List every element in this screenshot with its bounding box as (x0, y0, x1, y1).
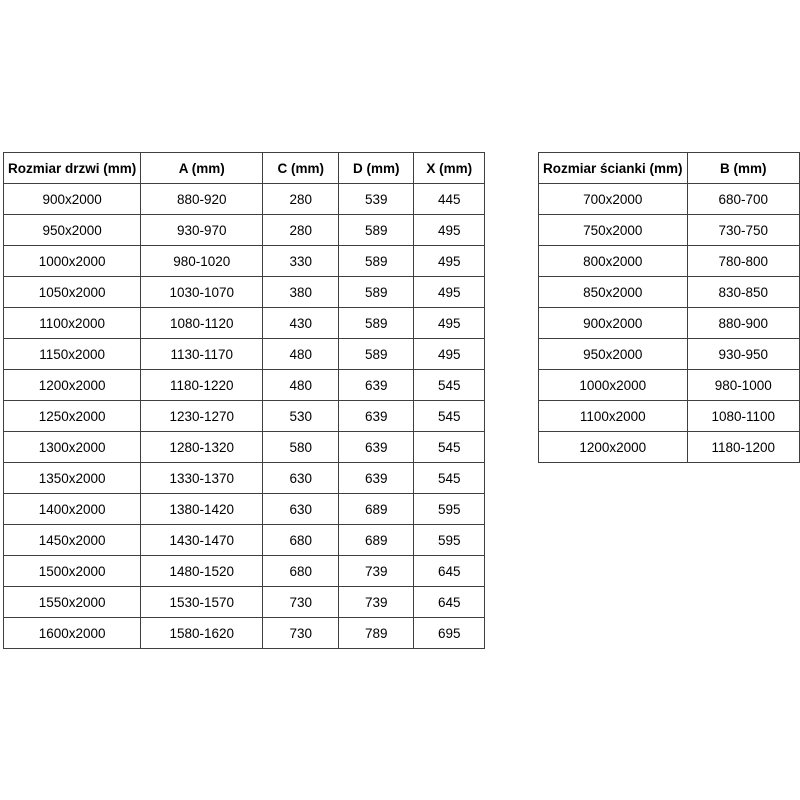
table-row (4, 184, 485, 215)
table-cell: 639 (339, 432, 414, 463)
table-row (4, 308, 485, 339)
table-row (539, 401, 800, 432)
table-cell: 980-1000 (687, 370, 799, 401)
table-cell: 780-800 (687, 246, 799, 277)
table-cell: 900x2000 (4, 184, 141, 215)
header-cell: X (mm) (414, 153, 485, 184)
table-row (539, 277, 800, 308)
table-cell: 1500x2000 (4, 556, 141, 587)
table-cell: 739 (339, 587, 414, 618)
table-row (4, 494, 485, 525)
table-cell: 545 (414, 463, 485, 494)
table-cell: 495 (414, 246, 485, 277)
table-cell: 980-1020 (141, 246, 263, 277)
table-cell: 695 (414, 618, 485, 649)
table-row (539, 432, 800, 463)
table-cell: 1100x2000 (539, 401, 688, 432)
table-row (539, 184, 800, 215)
table-row (4, 370, 485, 401)
table-cell: 1150x2000 (4, 339, 141, 370)
table-cell: 1480-1520 (141, 556, 263, 587)
table-cell: 595 (414, 525, 485, 556)
table-row (4, 463, 485, 494)
table-row (4, 401, 485, 432)
table-cell: 880-900 (687, 308, 799, 339)
table-cell: 800x2000 (539, 246, 688, 277)
table-cell: 639 (339, 463, 414, 494)
table-cell: 280 (263, 215, 339, 246)
header-cell: A (mm) (141, 153, 263, 184)
table-cell: 1080-1120 (141, 308, 263, 339)
table-cell: 645 (414, 587, 485, 618)
table-cell: 1180-1200 (687, 432, 799, 463)
table-cell: 1530-1570 (141, 587, 263, 618)
header-row (4, 153, 485, 184)
wall-dimensions-table (538, 152, 800, 463)
table-cell: 950x2000 (539, 339, 688, 370)
table-cell: 1000x2000 (539, 370, 688, 401)
table-cell: 539 (339, 184, 414, 215)
table-cell: 850x2000 (539, 277, 688, 308)
table-cell: 380 (263, 277, 339, 308)
table-cell: 495 (414, 308, 485, 339)
table-cell: 1200x2000 (539, 432, 688, 463)
table-cell: 739 (339, 556, 414, 587)
table-cell: 639 (339, 370, 414, 401)
table-cell: 930-950 (687, 339, 799, 370)
table-cell: 645 (414, 556, 485, 587)
table-cell: 1180-1220 (141, 370, 263, 401)
table-row (4, 525, 485, 556)
table-cell: 495 (414, 339, 485, 370)
table-cell: 1100x2000 (4, 308, 141, 339)
table-row (4, 215, 485, 246)
table-cell: 1280-1320 (141, 432, 263, 463)
table-cell: 1450x2000 (4, 525, 141, 556)
table-cell: 900x2000 (539, 308, 688, 339)
table-cell: 280 (263, 184, 339, 215)
table-cell: 680-700 (687, 184, 799, 215)
table-cell: 880-920 (141, 184, 263, 215)
header-row (539, 153, 800, 184)
table-row (4, 432, 485, 463)
table-cell: 589 (339, 277, 414, 308)
table-cell: 1430-1470 (141, 525, 263, 556)
table-cell: 680 (263, 525, 339, 556)
header-cell: Rozmiar drzwi (mm) (4, 153, 141, 184)
table-cell: 700x2000 (539, 184, 688, 215)
table-cell: 545 (414, 401, 485, 432)
header-cell: C (mm) (263, 153, 339, 184)
header-cell: D (mm) (339, 153, 414, 184)
table-cell: 1330-1370 (141, 463, 263, 494)
table-row (4, 587, 485, 618)
table-cell: 589 (339, 308, 414, 339)
table-cell: 545 (414, 432, 485, 463)
table-cell: 789 (339, 618, 414, 649)
table-cell: 1600x2000 (4, 618, 141, 649)
table-cell: 445 (414, 184, 485, 215)
table-cell: 630 (263, 494, 339, 525)
table-cell: 830-850 (687, 277, 799, 308)
table-cell: 1030-1070 (141, 277, 263, 308)
table-cell: 1050x2000 (4, 277, 141, 308)
table-cell: 330 (263, 246, 339, 277)
table-cell: 480 (263, 339, 339, 370)
table-cell: 1230-1270 (141, 401, 263, 432)
table-row (539, 308, 800, 339)
table-cell: 630 (263, 463, 339, 494)
table-cell: 430 (263, 308, 339, 339)
table-cell: 1380-1420 (141, 494, 263, 525)
table-cell: 589 (339, 246, 414, 277)
table-cell: 1080-1100 (687, 401, 799, 432)
table-cell: 495 (414, 215, 485, 246)
table-cell: 589 (339, 215, 414, 246)
table-row (4, 618, 485, 649)
door-dimensions-table (3, 152, 485, 649)
table-cell: 1550x2000 (4, 587, 141, 618)
table-cell: 480 (263, 370, 339, 401)
table-cell: 595 (414, 494, 485, 525)
table-cell: 580 (263, 432, 339, 463)
table-cell: 1250x2000 (4, 401, 141, 432)
table-cell: 1350x2000 (4, 463, 141, 494)
table-cell: 750x2000 (539, 215, 688, 246)
table-row (539, 339, 800, 370)
table-row (4, 246, 485, 277)
table-cell: 950x2000 (4, 215, 141, 246)
table-cell: 1400x2000 (4, 494, 141, 525)
table-cell: 1000x2000 (4, 246, 141, 277)
table-row (539, 370, 800, 401)
table-cell: 689 (339, 494, 414, 525)
table-cell: 680 (263, 556, 339, 587)
table-cell: 589 (339, 339, 414, 370)
table-cell: 730-750 (687, 215, 799, 246)
table-row (4, 339, 485, 370)
table-cell: 730 (263, 587, 339, 618)
table-row (539, 215, 800, 246)
table-cell: 1580-1620 (141, 618, 263, 649)
table-cell: 495 (414, 277, 485, 308)
table-cell: 1300x2000 (4, 432, 141, 463)
table-cell: 639 (339, 401, 414, 432)
header-cell: Rozmiar ścianki (mm) (539, 153, 688, 184)
table-cell: 689 (339, 525, 414, 556)
table-row (539, 246, 800, 277)
table-cell: 1200x2000 (4, 370, 141, 401)
table-cell: 730 (263, 618, 339, 649)
table-cell: 530 (263, 401, 339, 432)
header-cell: B (mm) (687, 153, 799, 184)
table-cell: 1130-1170 (141, 339, 263, 370)
table-cell: 545 (414, 370, 485, 401)
table-cell: 930-970 (141, 215, 263, 246)
table-row (4, 556, 485, 587)
table-row (4, 277, 485, 308)
